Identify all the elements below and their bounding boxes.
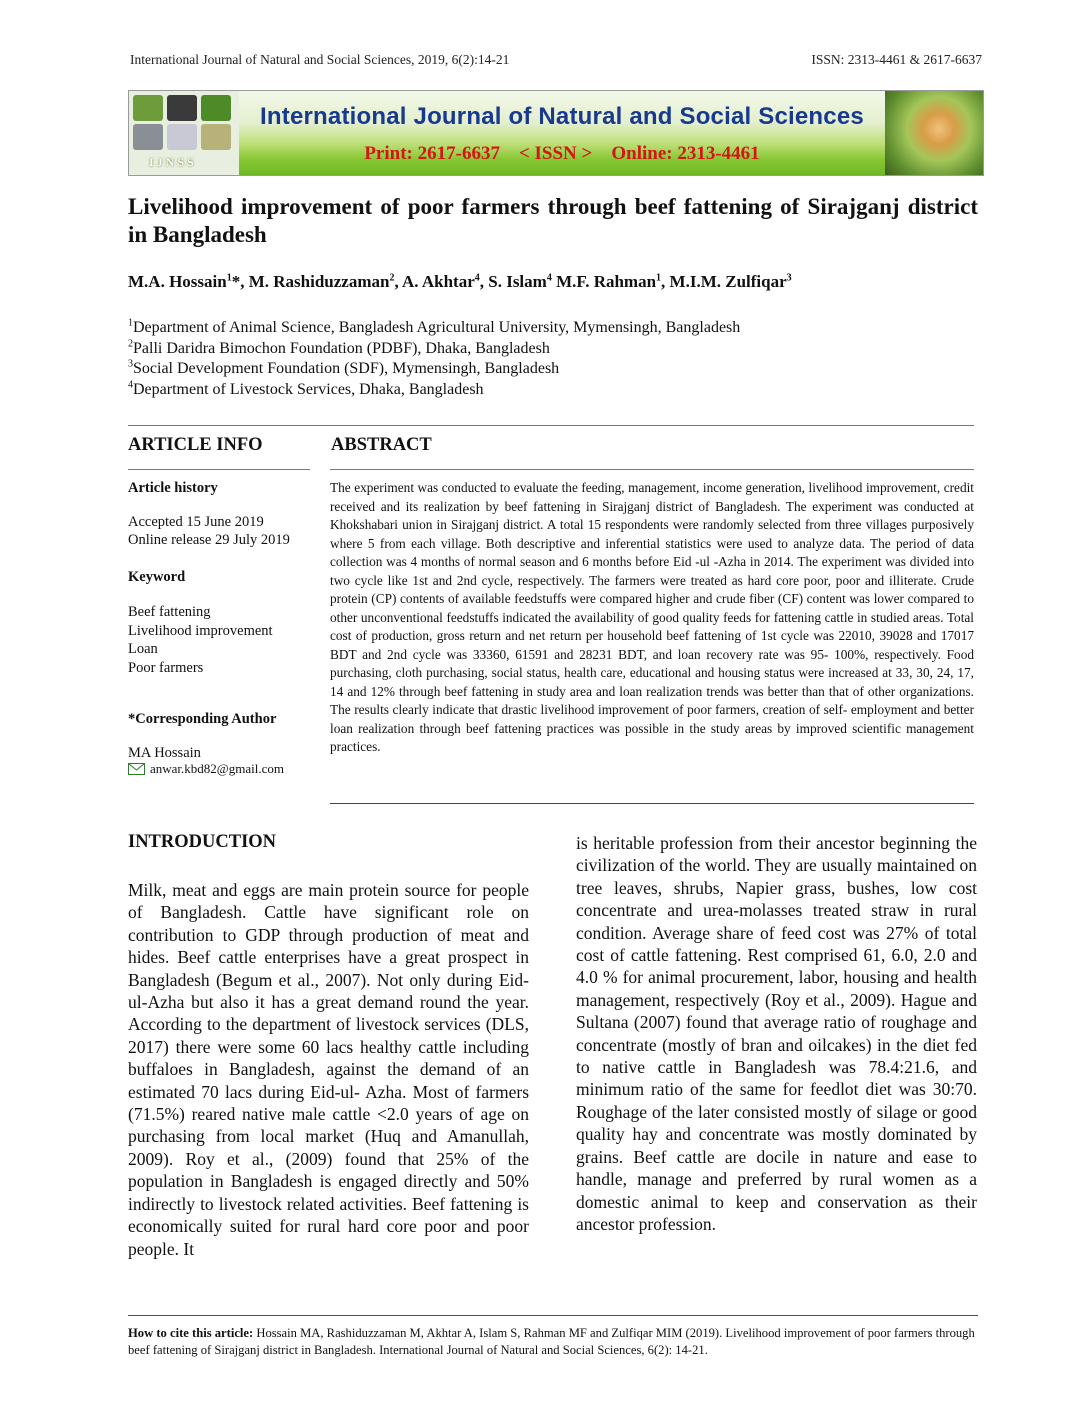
abstract-text: The experiment was conducted to evaluate the feeding, management, income generation, livelihood improvement, credit received and its realization by beef fattening in Sirajganj district of Bangladesh. The experiment was conducted at Khokshabari union in Sirajganj district. A total 15 respondents were randomly selected from three villages purposively where 5 from each village. Both descriptive and inferential statistics were used to analyze data. The period of data collection was 4 months of normal season and 6 months before Eid -ul -Azha in 2014. The experiment was divided into two cycle like 1st and 2nd cycle, respectively. The farmers were treated as hard core poor, poor and illiterate. Crude protein (CP) contents of available feedstuffs were compared higher and crude fiber (CF) content was lower compared to other unconventional feedstuffs indicated the availability of good quality feeds for fattening cattle in studied areas. Total cost of production, gross return and net return per household beef fattening of 1st cycle was 22010, 39028 and 17017 BDT and 2nd cycle was 33360, 61591 and 28231 BDT, and loan recovery rate was 95- 100%, respectively. Food purchasing, cloth purchasing, social status, health care, educational and housing status were increased at 33, 30, 24, 17, 14 and 12% through beef fattening in study area and loan realization trends was better than that of other organizations. The results clearly indicate that drastic livelihood improvement of poor farmers, creation of self- employment and better loan realization through beef fattening practices was possible in the study areas by improved scientific management practices. bbox=[330, 480, 974, 754]
bird-thumbnail-icon bbox=[201, 124, 231, 150]
author-affiliation-marker: 4 bbox=[546, 272, 552, 284]
divider-footer bbox=[128, 1315, 978, 1316]
keyword-item: Beef fattening bbox=[128, 604, 211, 620]
journal-title: International Journal of Natural and Social Sciences bbox=[260, 103, 864, 130]
divider-abstract bbox=[330, 469, 974, 470]
author-affiliation-marker: 1 bbox=[656, 272, 662, 284]
author-separator: *, bbox=[231, 272, 249, 291]
corresponding-email bbox=[128, 761, 284, 777]
affiliation-number: 1 bbox=[128, 317, 133, 329]
corresponding-author-label: *Corresponding Author bbox=[128, 711, 277, 727]
keyword-item: Poor farmers bbox=[128, 659, 204, 676]
journal-banner bbox=[128, 90, 984, 176]
author-separator: , bbox=[661, 272, 670, 291]
affiliation-item bbox=[128, 339, 740, 360]
citation-footer bbox=[128, 1325, 978, 1358]
keyword-list bbox=[128, 603, 273, 677]
abstract-heading: ABSTRACT bbox=[331, 435, 432, 455]
leaf-thumbnail-icon bbox=[201, 95, 231, 121]
author-name: M.A. Hossain bbox=[128, 272, 227, 291]
banner-logo-collage bbox=[129, 91, 239, 175]
keyword-item: Livelihood improvement bbox=[128, 622, 273, 639]
running-header-right: ISSN: 2313-4461 & 2617-6637 bbox=[811, 52, 982, 67]
author-affiliation-marker: 1 bbox=[226, 272, 232, 284]
affiliation-number: 2 bbox=[128, 338, 133, 350]
running-header-left: International Journal of Natural and Social Sciences, 2019, 6(2):14-21 bbox=[130, 52, 510, 67]
plant-thumbnail-icon bbox=[133, 95, 163, 121]
affiliation-item bbox=[128, 359, 740, 380]
author-name: M.I.M. Zulfiqar bbox=[669, 272, 787, 291]
author-affiliation-marker: 3 bbox=[786, 272, 792, 284]
insect-thumbnail-icon bbox=[167, 95, 197, 121]
author-affiliation-marker: 4 bbox=[474, 272, 480, 284]
divider-article-info bbox=[128, 469, 310, 470]
accepted-date: Accepted 15 June 2019 bbox=[128, 514, 264, 530]
citation-label: How to cite this article: bbox=[128, 1326, 254, 1340]
affiliation-item bbox=[128, 380, 740, 401]
fish-thumbnail-icon bbox=[133, 124, 163, 150]
affiliation-text: Department of Animal Science, Bangladesh Agricultural University, Mymensingh, Bangladesh bbox=[133, 319, 741, 336]
keyword-item: Loan bbox=[128, 641, 158, 657]
author-name: S. Islam bbox=[488, 272, 547, 291]
journal-issn-line: Print: 2617-6637 < ISSN > Online: 2313-4461 bbox=[364, 143, 760, 164]
author-name: M. Rashiduzzaman bbox=[248, 272, 390, 291]
affiliation-list bbox=[128, 318, 740, 400]
author-separator: , bbox=[479, 272, 489, 291]
keyword-label: Keyword bbox=[128, 569, 186, 585]
article-title: Livelihood improvement of poor farmers through beef fattening of Sirajganj district in Bangladesh bbox=[128, 194, 978, 247]
affiliation-item bbox=[128, 318, 740, 339]
divider-top bbox=[128, 425, 974, 426]
author-list bbox=[128, 272, 792, 292]
author-name: M.F. Rahman bbox=[556, 272, 657, 291]
affiliation-number: 4 bbox=[128, 379, 133, 391]
affiliation-text: Department of Livestock Services, Dhaka, Bangladesh bbox=[133, 380, 484, 398]
citation-text: Hossain MA, Rashiduzzaman M, Akhtar A, Islam S, Rahman MF and Zulfiqar MIM (2019). Livelihood improvement of poor farmers through beef fattening of Sirajganj district in Bangladesh. International Journal of Natural and Social Sciences, 6(2): 14-21. bbox=[128, 1326, 975, 1357]
introduction-right-column: is heritable profession from their ancestor beginning the civilization of the world. They are usually maintained on tree leaves, shrubs, Napier grass, bushes, low cost concentrate and urea-molasses treated straw in rural condition. Average share of feed cost was 27% of total cost of cattle fattening. Rest comprised 61, 6.0, 2.0 and 4.0 % for animal procurement, labor, housing and health management, respectively (Roy et al., 2009). Hague and Sultana (2007) found that average ratio of roughage and concentrate (mostly of bran and oilcakes) in the diet fed to native cattle in Bangladesh was 78.4:21.6, and minimum ratio of the same for feedlot diet was 30:70. Roughage of the later consisted mostly of silage or good quality hay and concentrate was mostly dominated by grains. Beef cattle are docile in nature and ease to handle, manage and preferred by rural women as a domestic animal to keep and conservation as their ancestor profession. bbox=[576, 833, 977, 1234]
introduction-heading: INTRODUCTION bbox=[128, 832, 277, 852]
corresponding-author-name: MA Hossain bbox=[128, 745, 201, 761]
article-info-heading: ARTICLE INFO bbox=[128, 435, 263, 455]
online-release-date: Online release 29 July 2019 bbox=[128, 532, 290, 548]
affiliation-number: 3 bbox=[128, 358, 133, 370]
author-name: A. Akhtar bbox=[402, 272, 475, 291]
email-icon bbox=[128, 763, 145, 775]
affiliation-text: Social Development Foundation (SDF), Mymensingh, Bangladesh bbox=[133, 360, 560, 377]
author-affiliation-marker: 2 bbox=[389, 272, 395, 284]
divider-abstract-bottom bbox=[330, 803, 974, 804]
email-address[interactable]: anwar.kbd82@gmail.com bbox=[150, 761, 284, 776]
article-history-label: Article history bbox=[128, 480, 218, 496]
banner-photo bbox=[885, 91, 983, 175]
chart-thumbnail-icon bbox=[167, 124, 197, 150]
affiliation-text: Palli Daridra Bimochon Foundation (PDBF), Dhaka, Bangladesh bbox=[133, 339, 550, 357]
introduction-left-column: Milk, meat and eggs are main protein source for people of Bangladesh. Cattle have significant role on contribution to GDP through production of meat and hides. Beef cattle enterprises have a great prospect in Bangladesh (Begum et al., 2007). Not only during Eid-ul-Azha but also it has a great demand round the year. According to the department of livestock services (DLS, 2017) there were some 60 lacs healthy cattle including buffaloes in Bangladesh, against the demand of an estimated 70 lacs during Eid-ul- Azha. Most of farmers (71.5%) reared native male cattle <2.0 years of age on purchasing from local market (Huq and Amanullah, 2009). Roy et al., (2009) found that 25% of the population in Bangladesh is engaged directly and 50% indirectly to livestock related activities. Beef fattening is economically suited for rural hard core poor and poor people. It bbox=[128, 880, 529, 1259]
journal-logo: IJNSS bbox=[149, 155, 197, 169]
author-separator: , bbox=[394, 272, 403, 291]
